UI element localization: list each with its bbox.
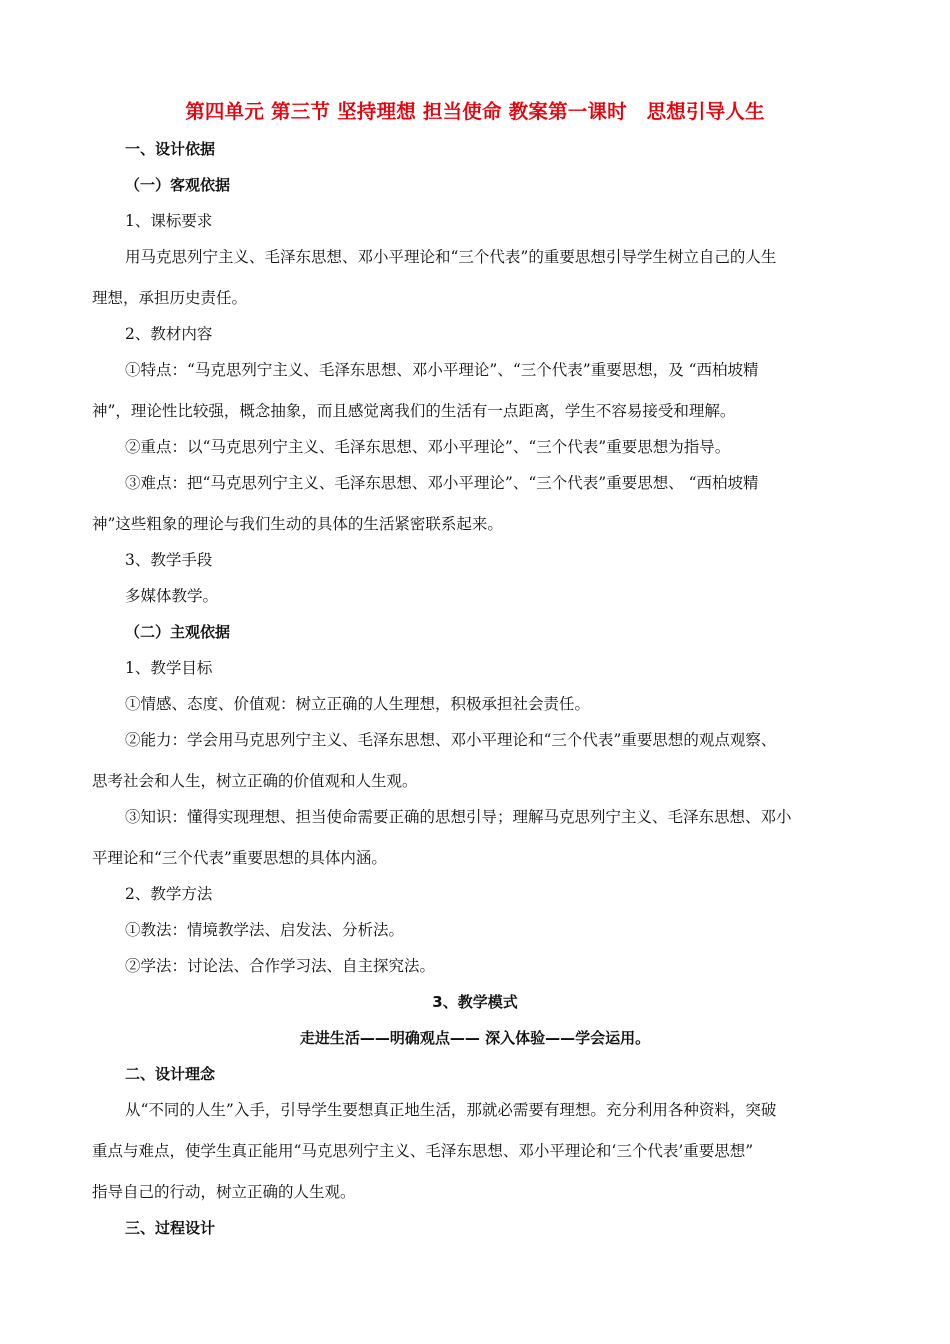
item-title-teaching-means: 3、教学手段 xyxy=(125,551,213,569)
paragraph-line: ①情感、态度、价值观：树立正确的人生理想，积极承担社会责任。 xyxy=(125,695,591,713)
teaching-model-text: 走进生活——明确观点—— 深入体验——学会运用。 xyxy=(299,1029,651,1047)
item-title-teaching-methods: 2、教学方法 xyxy=(125,885,213,903)
paragraph-line: 重点与难点，使学生真正能用“马克思列宁主义、毛泽东思想、邓小平理论和‘三个代表’重要思想” xyxy=(92,1142,754,1160)
paragraph-line: 思考社会和人生，树立正确的价值观和人生观。 xyxy=(92,772,418,790)
paragraph-line: 用马克思列宁主义、毛泽东思想、邓小平理论和“三个代表”的重要思想引导学生树立自己的人生 xyxy=(125,248,777,266)
paragraph-line: ②学法：讨论法、合作学习法、自主探究法。 xyxy=(125,957,436,975)
document-title: 第四单元 第三节 坚持理想 担当使命 教案第一课时 思想引导人生 xyxy=(185,100,765,123)
item-title-teaching-goals: 1、教学目标 xyxy=(125,659,213,677)
paragraph-line: ③知识：懂得实现理想、担当使命需要正确的思想引导；理解马克思列宁主义、毛泽东思想、邓小 xyxy=(125,808,792,826)
paragraph-line: 理想，承担历史责任。 xyxy=(92,289,248,307)
paragraph-line: 指导自己的行动，树立正确的人生观。 xyxy=(92,1183,356,1201)
item-title-teaching-model: 3、教学模式 xyxy=(432,993,518,1011)
subsection-heading-subjective-basis: （二）主观依据 xyxy=(125,623,231,641)
paragraph-line: ①教法：情境教学法、启发法、分析法。 xyxy=(125,921,405,939)
paragraph-line: ②重点：以“马克思列宁主义、毛泽东思想、邓小平理论”、“三个代表”重要思想为指导。 xyxy=(125,438,731,456)
subsection-heading-objective-basis: （一）客观依据 xyxy=(125,176,231,194)
paragraph-line: 从“不同的人生”入手，引导学生要想真正地生活，那就必需要有理想。充分利用各种资料，突破 xyxy=(125,1101,777,1119)
paragraph-line: 神”，理论性比较强，概念抽象，而且感觉离我们的生活有一点距离，学生不容易接受和理解。 xyxy=(92,402,736,420)
paragraph-line: 平理论和“三个代表”重要思想的具体内涵。 xyxy=(92,849,387,867)
section-heading-design-basis: 一、设计依据 xyxy=(125,140,216,158)
paragraph-line: ①特点：“马克思列宁主义、毛泽东思想、邓小平理论”、“三个代表”重要思想，及 “西柏坡精 xyxy=(125,361,759,379)
item-title-curriculum-requirements: 1、课标要求 xyxy=(125,212,213,230)
paragraph-line: 多媒体教学。 xyxy=(125,587,219,605)
section-heading-design-concept: 二、设计理念 xyxy=(125,1065,216,1083)
item-title-textbook-content: 2、教材内容 xyxy=(125,325,213,343)
paragraph-line: ③难点：把“马克思列宁主义、毛泽东思想、邓小平理论”、“三个代表”重要思想、 “西柏坡精 xyxy=(125,474,759,492)
section-heading-process-design: 三、过程设计 xyxy=(125,1219,216,1237)
paragraph-line: ②能力：学会用马克思列宁主义、毛泽东思想、邓小平理论和“三个代表”重要思想的观点观察、 xyxy=(125,731,777,749)
paragraph-line: 神”这些粗象的理论与我们生动的具体的生活紧密联系起来。 xyxy=(92,515,503,533)
